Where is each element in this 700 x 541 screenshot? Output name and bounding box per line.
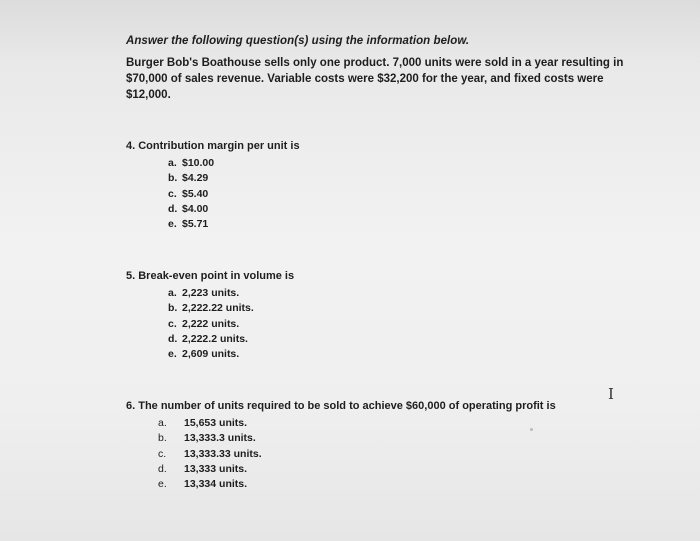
- option-letter: e.: [168, 348, 177, 361]
- option-letter: a.: [168, 287, 177, 299]
- text-cursor-icon: I: [608, 385, 614, 403]
- option-letter: a.: [168, 157, 177, 169]
- option-letter: d.: [168, 332, 178, 345]
- option-letter: a.: [158, 417, 167, 429]
- option-text: 13,333.3 units.: [184, 432, 256, 445]
- option-text: $5.71: [182, 218, 209, 231]
- question-stem: 4. Contribution margin per unit is: [126, 140, 300, 152]
- answer-option-a[interactable]: [168, 286, 294, 301]
- answer-option-a[interactable]: [158, 416, 556, 431]
- option-text: 15,653 units.: [184, 417, 248, 429]
- answer-option-a[interactable]: [168, 156, 300, 171]
- option-letter: d.: [158, 462, 167, 475]
- option-text: 13,333.33 units.: [184, 447, 262, 460]
- answer-option-c[interactable]: [158, 447, 556, 462]
- option-letter: e.: [168, 218, 177, 231]
- instructions-heading: Answer the following question(s) using the information below.: [126, 35, 470, 47]
- answer-option-e[interactable]: [168, 217, 300, 232]
- answer-option-d[interactable]: [168, 332, 294, 347]
- option-text: $10.00: [182, 157, 215, 169]
- option-text: 2,222.2 units.: [182, 332, 248, 345]
- answer-option-b[interactable]: [168, 301, 294, 316]
- option-letter: c.: [158, 447, 167, 460]
- question-5: [126, 270, 294, 362]
- option-letter: e.: [158, 478, 167, 491]
- option-text: $5.40: [182, 187, 209, 200]
- option-text: 13,333 units.: [184, 462, 248, 475]
- option-text: 2,223 units.: [182, 287, 240, 299]
- answer-options: [168, 156, 300, 232]
- question-stem: 6. The number of units required to be sold to achieve $60,000 of operating profit is: [126, 400, 556, 412]
- option-letter: b.: [158, 432, 167, 445]
- option-letter: d.: [168, 202, 178, 215]
- answer-options: [158, 416, 556, 492]
- option-letter: c.: [168, 187, 177, 200]
- question-stem: 5. Break-even point in volume is: [126, 270, 295, 282]
- answer-option-d[interactable]: [168, 202, 300, 217]
- option-text: 2,222.22 units.: [182, 302, 254, 315]
- option-letter: c.: [168, 317, 177, 330]
- answer-option-d[interactable]: [158, 462, 556, 477]
- answer-option-e[interactable]: [168, 347, 294, 362]
- answer-option-b[interactable]: [168, 171, 300, 186]
- option-text: $4.00: [182, 202, 209, 215]
- option-letter: b.: [168, 302, 178, 315]
- answer-option-b[interactable]: [158, 431, 556, 446]
- answer-option-e[interactable]: [158, 477, 556, 492]
- option-text: 2,609 units.: [182, 348, 240, 361]
- answer-option-c[interactable]: [168, 317, 294, 332]
- question-6: [126, 400, 556, 492]
- decorative-dot: [530, 428, 533, 431]
- answer-options: [168, 286, 294, 362]
- option-letter: b.: [168, 172, 178, 185]
- option-text: 2,222 units.: [182, 317, 240, 330]
- question-4: [126, 140, 300, 232]
- option-text: 13,334 units.: [184, 478, 248, 491]
- option-text: $4.29: [182, 172, 209, 185]
- scenario-text: Burger Bob's Boathouse sells only one product. 7,000 units were sold in a year resulting in $70,000 of sales revenue. Variable costs were $32,200 for the year, and fixed costs were $12,000.: [126, 57, 624, 101]
- answer-option-c[interactable]: [168, 187, 300, 202]
